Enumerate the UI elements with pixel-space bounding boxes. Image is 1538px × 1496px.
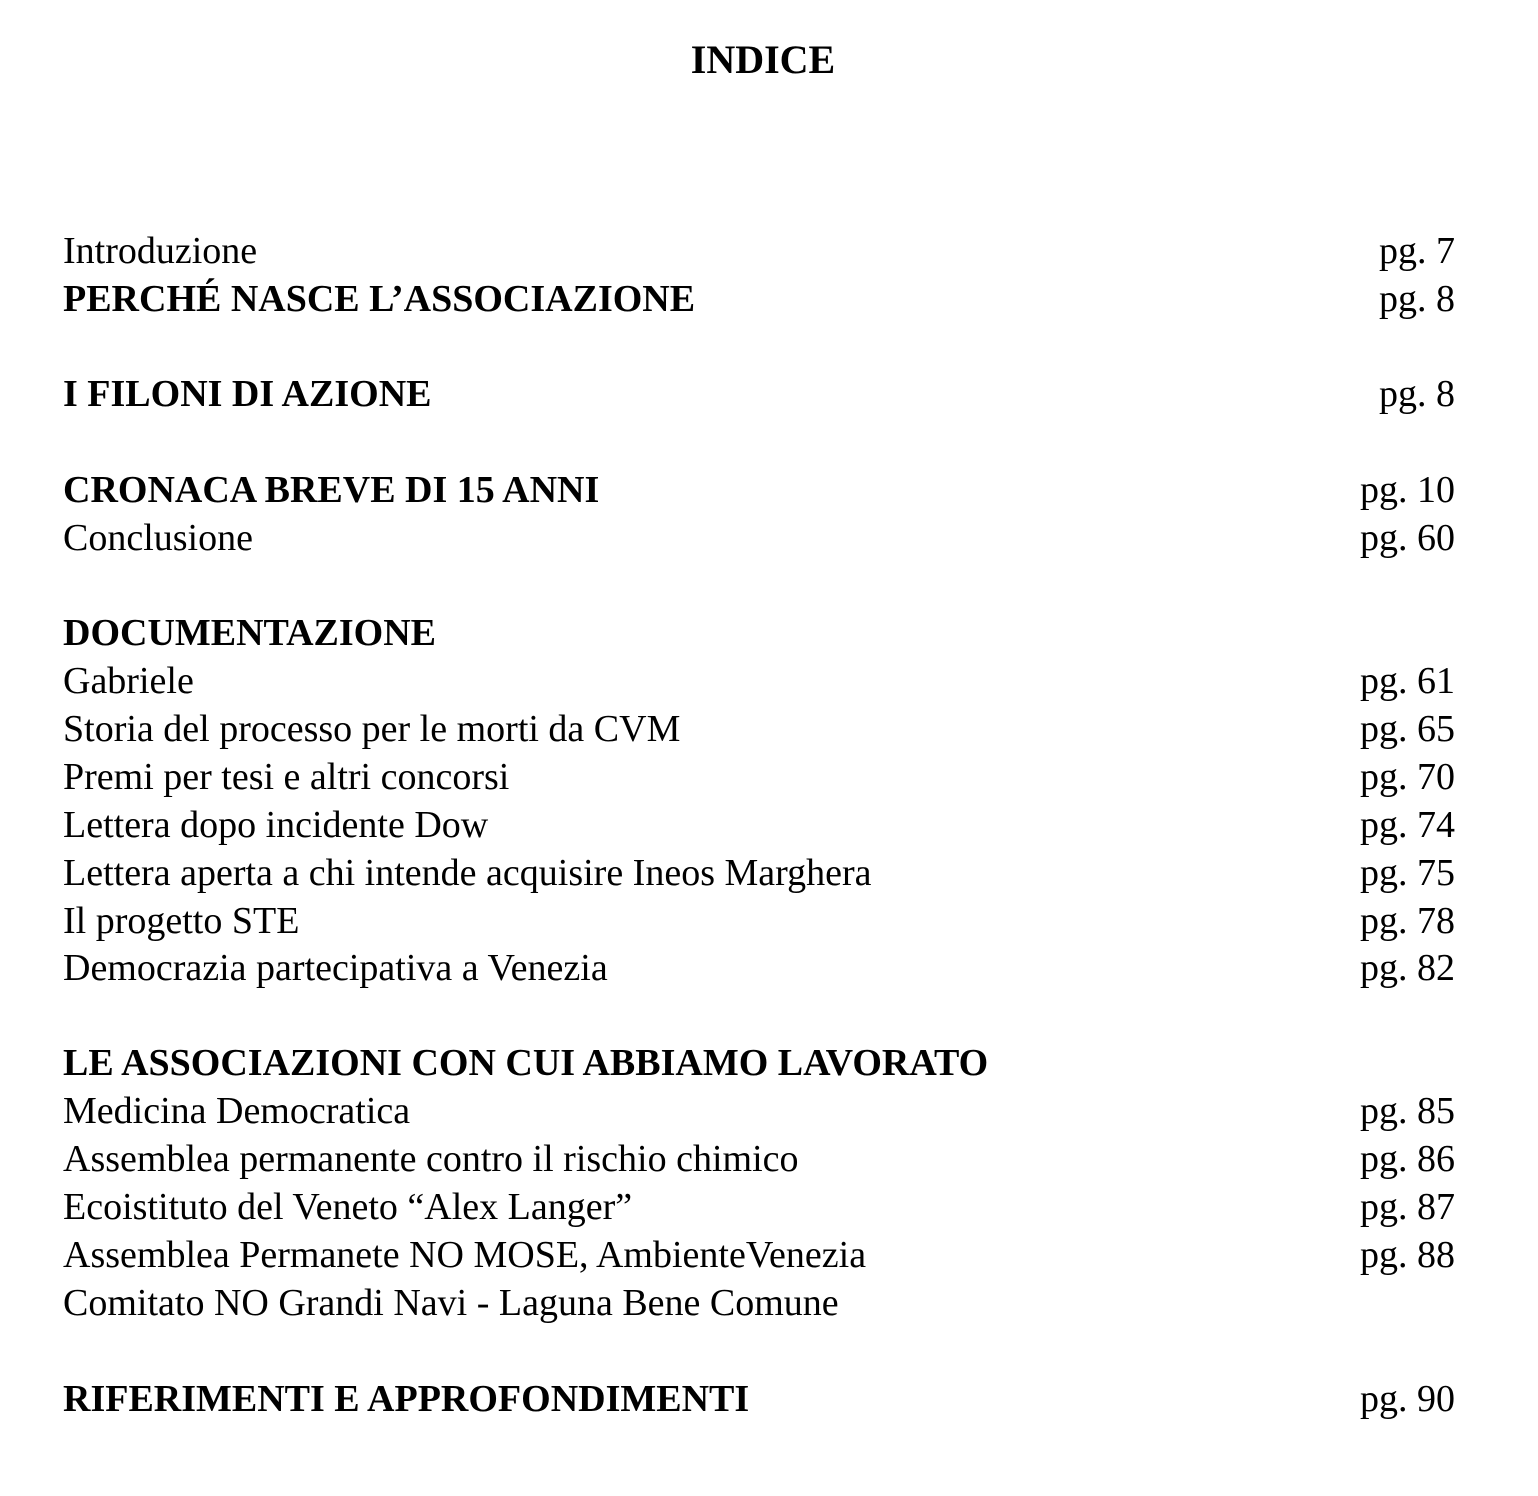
toc-section-page: pg. 8 [1379,278,1455,320]
toc-entry [63,897,1455,945]
toc-section-label: LE ASSOCIAZIONI CON CUI ABBIAMO LAVORATO [63,1042,989,1084]
toc-section-page: pg. 90 [1360,1378,1455,1420]
toc-entry-label: Conclusione [63,517,253,559]
toc-entry-page: pg. 70 [1360,756,1455,798]
toc-entry-page: pg. 60 [1360,517,1455,559]
toc-entry [63,944,1455,992]
toc-entry [63,801,1455,849]
toc-entry-label: Comitato NO Grandi Navi - Laguna Bene Comune [63,1282,839,1324]
toc-entry [63,1279,1455,1327]
toc-entry-label: Democrazia partecipativa a Venezia [63,947,608,989]
toc-entry-page: pg. 86 [1360,1138,1455,1180]
toc-entry [63,1087,1455,1135]
toc-entry-page: pg. 61 [1360,660,1455,702]
toc-section-label: RIFERIMENTI E APPROFONDIMENTI [63,1378,750,1420]
toc-entry [63,514,1455,562]
toc-entry-page: pg. 65 [1360,708,1455,750]
toc-entry-page: pg. 75 [1360,852,1455,894]
toc-entry [63,1183,1455,1231]
toc-entry-label: Lettera aperta a chi intende acquisire Ineos Marghera [63,852,872,894]
toc-section [63,609,1455,657]
toc-entry-page: pg. 7 [1379,230,1455,272]
toc-entry [63,705,1455,753]
toc-entry-label: Ecoistituto del Veneto “Alex Langer” [63,1186,633,1228]
toc-section [63,370,1455,418]
toc-entry-page: pg. 74 [1360,804,1455,846]
toc-section [63,1039,1455,1087]
toc-entry [63,753,1455,801]
toc-entry [63,1135,1455,1183]
toc-entry-page: pg. 87 [1360,1186,1455,1228]
toc-entry-label: Il progetto STE [63,900,300,942]
toc-entry-label: Premi per tesi e altri concorsi [63,756,510,798]
toc-section-page: pg. 8 [1379,373,1455,415]
toc-entry-label: Medicina Democratica [63,1090,411,1132]
toc-section [63,466,1455,514]
toc-entry-label: Introduzione [63,230,258,272]
toc-section-label: DOCUMENTAZIONE [63,612,436,654]
toc-entry-label: Storia del processo per le morti da CVM [63,708,681,750]
toc-entry [63,849,1455,897]
toc-section-label: CRONACA BREVE DI 15 ANNI [63,469,600,511]
toc-entry-page: pg. 88 [1360,1234,1455,1276]
index-title: INDICE [690,37,836,82]
toc-entry [63,1231,1455,1279]
toc-entry-label: Assemblea permanente contro il rischio chimico [63,1138,799,1180]
toc-entry [63,227,1455,275]
toc-section [63,1375,1455,1423]
toc-section-page: pg. 10 [1360,469,1455,511]
toc-entry-label: Assemblea Permanete NO MOSE, AmbienteVenezia [63,1234,867,1276]
toc-entry-page: pg. 78 [1360,900,1455,942]
toc-section-label: PERCHÉ NASCE L’ASSOCIAZIONE [63,278,696,320]
toc-entry-label: Lettera dopo incidente Dow [63,804,489,846]
toc-entry-page: pg. 82 [1360,947,1455,989]
toc-entry-page: pg. 85 [1360,1090,1455,1132]
toc-section-label: I FILONI DI AZIONE [63,373,432,415]
toc-entry-label: Gabriele [63,660,194,702]
toc-section [63,275,1455,323]
toc-entry [63,657,1455,705]
